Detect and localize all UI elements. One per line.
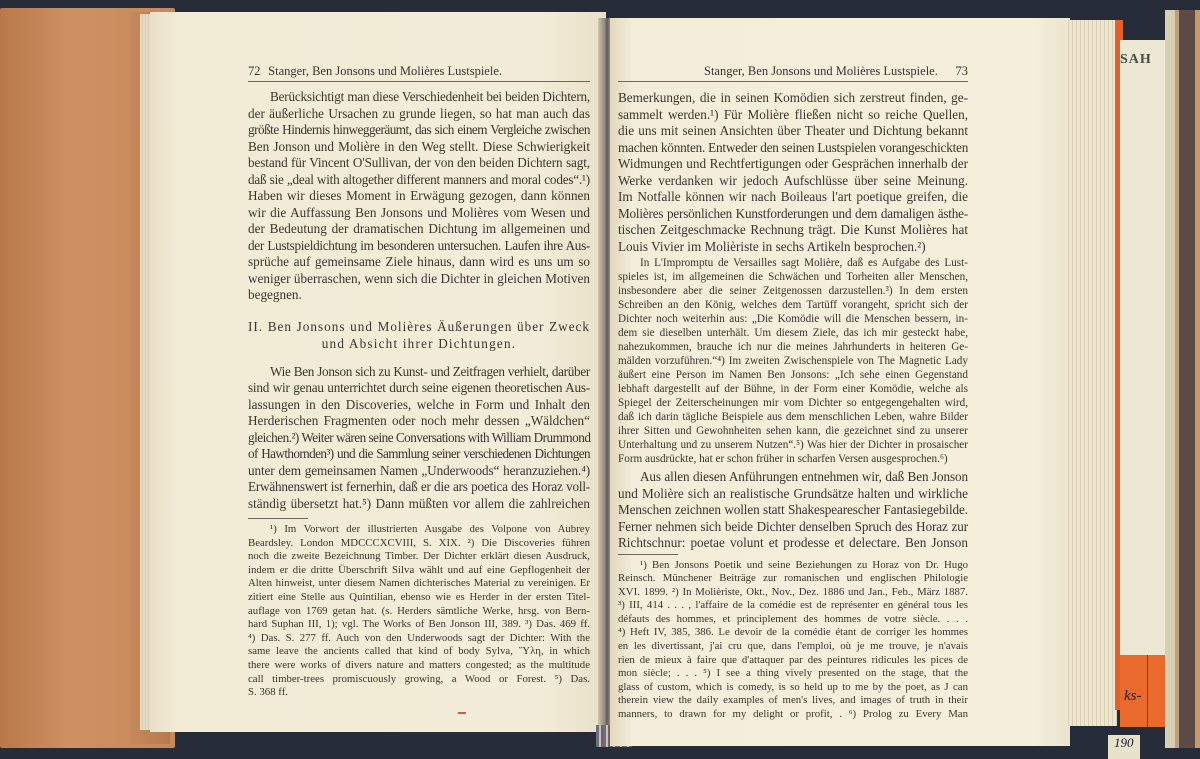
page-edges-right	[1065, 20, 1117, 726]
text-line: II. Ben Jonsons und Molières Äußerungen über Zweck	[248, 318, 590, 334]
text-line: of Hawthornden³) und die Sammlung seiner verschiedenen Dichtungen	[248, 446, 590, 461]
footnote-block	[618, 559, 968, 722]
paragraph	[618, 256, 968, 466]
text-line: und Absicht ihrer Dichtungen.	[321, 335, 517, 351]
right-footnotes	[618, 559, 968, 722]
page-number-right: 73	[955, 64, 968, 78]
text-line: der Lustspieldichtung im besonderen untersuchen. Laufen ihre Aus-	[248, 237, 590, 253]
text-line: ¹) Ben Jonsons Poetik und seine Beziehungen zu Horaz von Dr. Hugo	[640, 558, 968, 571]
left-footnotes	[248, 523, 590, 700]
section-heading	[248, 318, 590, 352]
text-line: manners, to drawn for my delight or profit, . ⁶) Prolog zu Every Man	[618, 708, 968, 721]
handwritten-label: ks-	[1124, 688, 1142, 704]
text-line: indem er die dritte Überschrift Silva wählt und auf eine Gepflogenheit der	[248, 563, 590, 576]
text-line: Richtschnur: poetae volunt et prodesse et delectare. Ben Jonson	[618, 535, 968, 550]
text-line: XVI. 1899. ²) In Molièriste, Okt., Nov., Dez. 1886 und Jan., Feb., März 1887.	[618, 585, 968, 598]
text-line: unter dem gemeinsamen Namen „Underwoods“ heranzuziehen.⁴)	[248, 462, 590, 478]
text-line: machen könnten. Entweder den seinen Lustspielen vorangeschickten	[618, 139, 969, 155]
text-line: call timber-trees promiscuously growing, a Wood or Forest. ⁵) Das.	[248, 672, 590, 685]
page-left	[150, 12, 606, 732]
inserted-slip	[1120, 40, 1165, 700]
text-line: mon siècle; . . . ⁵) I see a thing vively presented on the stage, that the	[618, 667, 968, 680]
text-line: Ben Jonson und Molière in den Weg stellt. Diese Schwierigkeit	[248, 138, 590, 154]
text-line: ihrer Sitten und Gewohnheiten sehen kann, die gezeichnet sind zu unserer	[618, 425, 968, 437]
text-line: Erwähnenswert ist fernerhin, daß er die ars poetica des Horaz voll-	[248, 479, 590, 494]
running-head-right	[618, 64, 968, 82]
text-line: und Molière sich an realistische Grundsätze halten und wirkliche	[618, 485, 968, 501]
text-line: daß sie „deal with altogether different manners and moral codes“.¹)	[248, 171, 590, 187]
book-cover-right	[1165, 10, 1200, 748]
red-mark	[458, 712, 466, 714]
text-line: Aus allen diesen Anführungen entnehmen wir, daß Ben Jonson	[640, 469, 968, 484]
running-head-title-right: Stanger, Ben Jonsons und Molières Lustspiele.	[704, 64, 938, 78]
right-body	[618, 90, 968, 552]
text-line: Spiegel der Zeiterscheinungen mir vom Dichter so entgegengehalten wird,	[618, 397, 968, 409]
text-line: Herderischen Fragmenten oder noch mehr dessen „Wäldchen“	[248, 413, 590, 428]
text-line: tischen Zeitgeschmacke Rechnung trägt. Die Kunst Molières hat	[618, 222, 968, 237]
text-line: Beardsley. London MDCCCXCVIII, S. XIX. ²) Die Discoveries führen	[248, 536, 590, 549]
right-text-area	[618, 64, 968, 722]
text-line: lassungen in den Discoveries, welche in Form und Inhalt den	[248, 396, 590, 412]
text-line: ständig übersetzt hat.⁵) Dann müßten vor allem die zahlreichen	[248, 495, 590, 511]
text-line: hard Suphan III, 1); vgl. The Works of Ben Jonson III, 389. ³) Das. 469 ff.	[248, 618, 590, 631]
text-line: daß ich darin tägliche Beispiele aus dem menschlichen Leben, wahre Bilder	[618, 411, 968, 423]
text-line: Dichter noch weiterhin aus: „Die Komödie will die Menschen bessern, in-	[618, 313, 968, 325]
text-line: Ferner nehmen sich beide Dichter denselben Spruch des Horaz zur	[618, 518, 968, 534]
text-line: äußert eine Person im Namen Ben Jonsons: „Ich sehe einen Gegenstand	[618, 369, 968, 381]
text-line: therein view the daily examples of men's lives, and images of truth in their	[618, 694, 968, 707]
left-text-area	[248, 64, 590, 700]
text-line: Molières persönlichen Kunstforderungen und dem damaligen ästhe-	[618, 205, 968, 221]
text-line: en les divertissant, j'ai cru que, dans l'emploi, où je me trouve, je n'avais	[618, 640, 968, 653]
text-line: wir die Auffassung Ben Jonsons und Molières vom Wesen und	[248, 204, 590, 220]
text-line: Unterhaltung und zu unserem Nutzen“.⁵) Was hier der Dichter in prosaischer	[618, 439, 968, 451]
text-line: Form ausdrückte, hat er schon früher in scharfen Versen ausgesprochen.⁶)	[618, 453, 948, 465]
text-line: ⁴) Heft IV, 385, 386. Le devoir de la comédie étant de corriger les hommes	[618, 626, 968, 639]
text-line: nahezukommen, brauche ich nur die meines Jahrhunderts in heiteren Ge-	[618, 341, 968, 353]
paragraph	[618, 469, 968, 552]
label-line	[1147, 655, 1148, 727]
text-line: insbesondere aber die seiner Zeitgenossen darzustellen.³) In dem ersten	[618, 285, 968, 297]
text-line: Reinsch. Münchener Beiträge zur romanischen und englischen Philologie	[618, 572, 968, 585]
text-line: Haben wir dieses Moment in Erwägung gezogen, dann können	[248, 188, 590, 203]
running-head-left	[248, 64, 590, 82]
text-line: zitiert eine Stelle aus Quintilian, ebenso wie es Herder in der ersten Titel-	[248, 590, 590, 603]
text-line: weniger überraschen, wenn sich die Dichter in gleichen Motiven	[248, 270, 590, 286]
text-line: dem sie dieselben unterhält. Um diesem Ziele, das ich mir gesteckt habe,	[618, 327, 968, 339]
running-head-title-left: Stanger, Ben Jonsons und Molières Lustspiele.	[268, 64, 502, 78]
text-line: Wie Ben Jonson sich zu Kunst- und Zeitfragen verhielt, darüber	[270, 363, 590, 379]
text-line: ³) III, 414 . . . , l'affaire de la comédie est de représenter en général tous les	[618, 599, 968, 612]
text-line: lebhaft dargestellt auf der Bühne, in der Form einer Komödie, welche als	[618, 383, 968, 395]
handwritten-year: 190	[1108, 735, 1140, 759]
text-line: Schreiben an den König, welches dem Tartüff vorangeht, spricht sich der	[618, 299, 968, 311]
text-line: défauts des hommes, et principlement des hommes de votre siècle. . . .	[618, 612, 968, 625]
text-line: In L'Impromptu de Versailles sagt Molière, daß es Aufgabe des Lust-	[640, 257, 968, 269]
text-line: ¹) Im Vorwort der illustrierten Ausgabe des Volpone von Aubrey	[270, 523, 590, 535]
text-line: Menschen zeichnen wollen statt Shakespearescher Fantasiegebilde.	[618, 502, 968, 517]
text-line: auflage von 1769 getan hat. (s. Herders sämtliche Werke, hrsg. von Bern-	[248, 604, 590, 617]
page-right	[610, 18, 1070, 746]
text-line: mälden vorzuführen.“⁴) Im zweiten Zwischenspiele von The Magnetic Lady	[618, 355, 968, 367]
text-line: die uns mit seinen Ansichten über Theater und Dichtung bekannt	[618, 123, 968, 138]
paragraph	[618, 90, 968, 255]
text-line: Bemerkungen, die in seinen Komödien sich zerstreut finden, ge-	[618, 90, 968, 105]
text-line: sammelt werden.¹) Für Molière fließen nicht so reiche Quellen,	[618, 106, 968, 122]
text-line: rien de mieux à faire que d'attaquer par des peintures ridicules les pices de	[618, 653, 968, 666]
paragraph	[248, 364, 590, 513]
footnote-rule-left	[248, 518, 308, 519]
text-line: Louis Vivier im Molièriste in sechs Artikeln besprochen.²)	[618, 238, 926, 254]
text-line: S. 368 ff.	[248, 686, 288, 699]
paragraph	[248, 89, 590, 304]
footnote-block	[248, 523, 590, 700]
text-line: same leave the ancients called that kind of body Sylva, ῞Υλη, in which	[248, 645, 590, 658]
text-line: there were works of divers nature and matters congested; as the multitude	[248, 658, 590, 671]
text-line: der äußerliche Ursachen zu grunde liegen, so hat man auch das	[248, 105, 590, 121]
text-line: Berücksichtigt man diese Verschiedenheit bei beiden Dichtern,	[270, 89, 590, 104]
text-line: noch die zweite Bezeichnung Timber. Der Dichter erklärt diesen Ausdruck,	[248, 550, 590, 563]
footnote-rule-right	[618, 554, 678, 555]
text-line: größte Hindernis hinweggeräumt, das sich einem Vergleiche zwischen	[248, 122, 590, 137]
text-line: begegnen.	[248, 287, 302, 302]
text-line: Im Notfalle können wir nach Boileaus l'art poetique greifen, die	[618, 189, 968, 204]
text-line: Werke verdanken wir jedoch Aufschlüsse über seine Meinung.	[618, 172, 968, 188]
text-line: Widmungen und Rechtfertigungen oder Gesprächen innerhalb der	[618, 156, 968, 171]
text-line: gleichen.²) Weiter wären seine Conversations with William Drummond	[248, 429, 591, 445]
text-line: der Bedeutung der dramatischen Dichtung im allgemeinen und	[248, 221, 590, 236]
text-line: spieles ist, im allgemeinen die Schwächen und Torheiten aller Menschen,	[618, 271, 968, 283]
left-body	[248, 89, 590, 512]
text-line: sind wir genau unterrichtet durch seine eigenen theoretischen Aus-	[248, 380, 590, 395]
slip-header: SAH	[1120, 52, 1152, 67]
text-line: glass of custom, which is comedy, is so held up to me by the poet, as J can	[618, 680, 968, 693]
text-line: ⁴) Das. S. 277 ff. Auch von den Underwoods sagt der Dichter: With the	[248, 631, 590, 644]
text-line: sprüche auf gemeinsame Ziele hinaus, dann wird es uns um so	[248, 254, 590, 269]
page-number-left: 72	[248, 64, 261, 78]
text-line: Alten hinweist, unter diesem Namen dichterisches Material zu vereinigen. Er	[248, 577, 590, 590]
text-line: bestand für Vincent O'Sullivan, der von den beiden Dichtern sagt,	[248, 155, 590, 170]
